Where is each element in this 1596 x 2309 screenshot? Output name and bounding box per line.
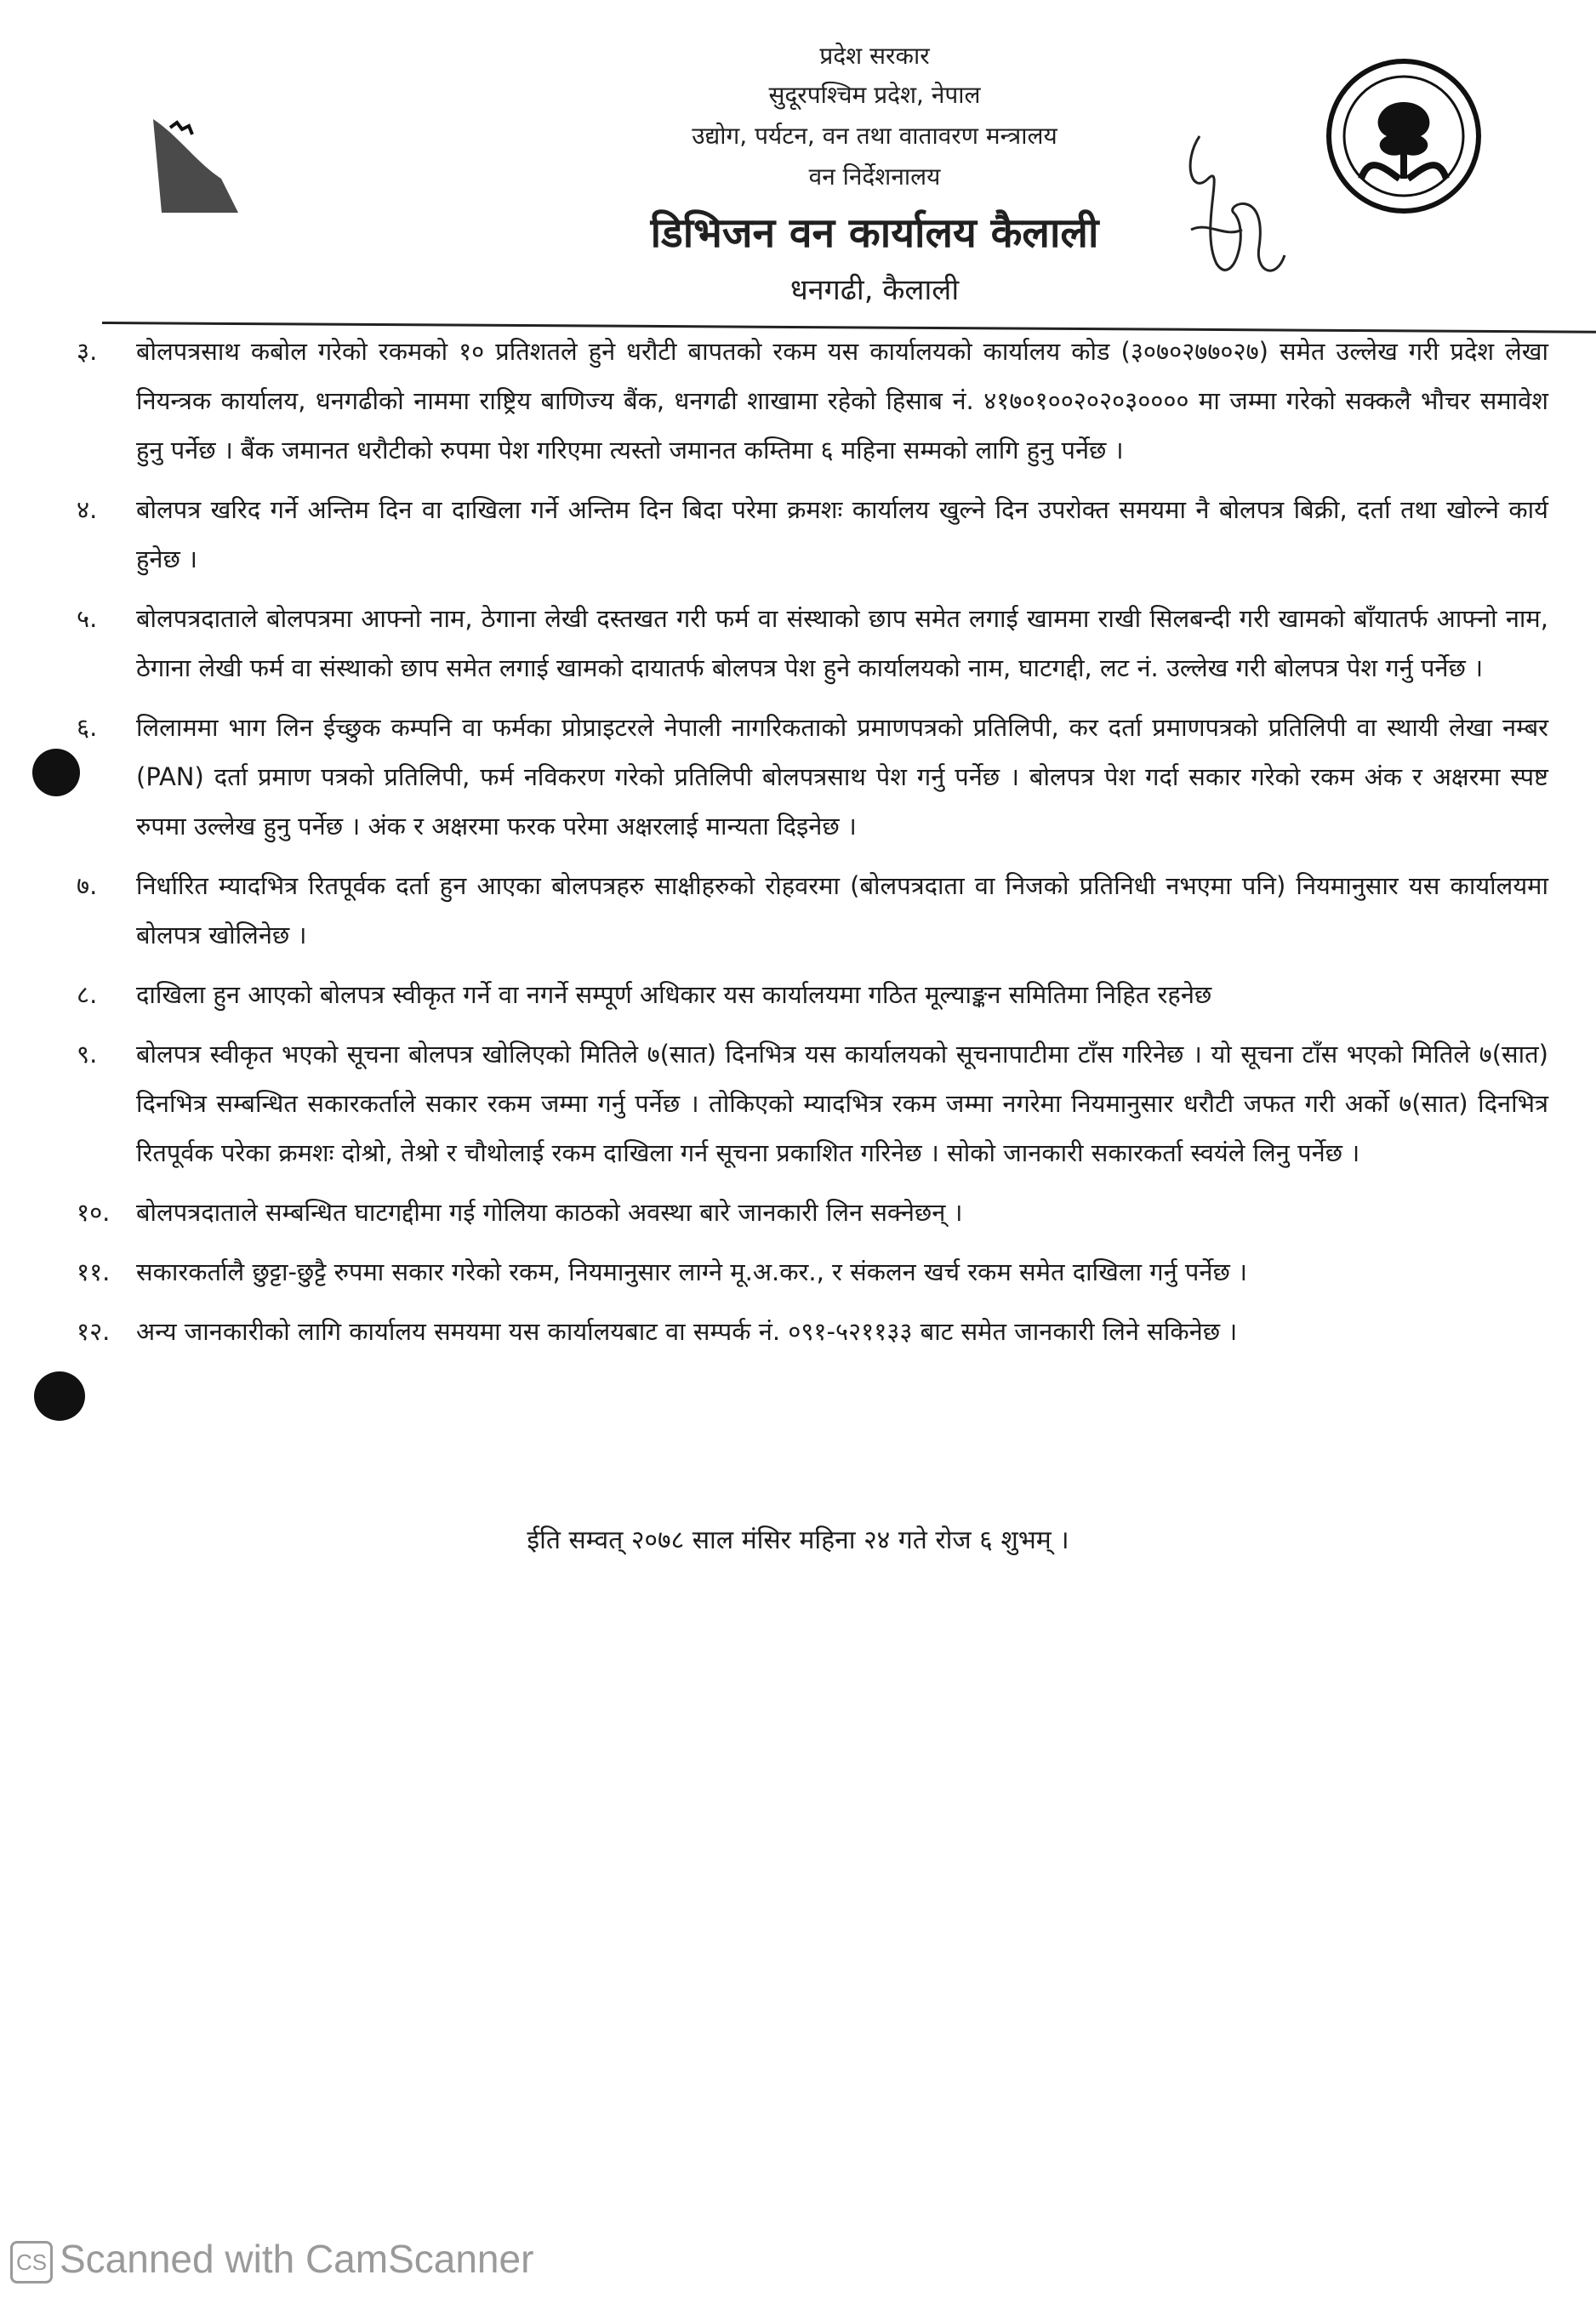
condition-item (77, 1247, 1548, 1297)
condition-item (77, 970, 1548, 1019)
condition-text: अन्य जानकारीको लागि कार्यालय समयमा यस कार्यालयबाट वा सम्पर्क नं. ०९१-५२११३३ बाट समेत जानकारी लिने सकिनेछ । (136, 1317, 1238, 1346)
condition-number: ११. (77, 1257, 111, 1286)
condition-item (77, 1307, 1548, 1356)
condition-text: सकारकर्तालै छुट्टा-छुट्टै रुपमा सकार गरेको रकम, नियमानुसार लाग्ने मू.अ.कर., र संकलन खर्च रकम समेत दाखिला गर्नु पर्नेछ । (136, 1257, 1247, 1286)
condition-number: ७. (77, 871, 98, 900)
condition-text: बोलपत्र खरिद गर्ने अन्तिम दिन वा दाखिला गर्ने अन्तिम दिन बिदा परेमा क्रमशः कार्यालय खुल्ने दिन उपरोक्त समयमा नै बोलपत्र बिक्री, दर्ता तथा खोल्ने कार्य हुनेछ । (136, 495, 1548, 573)
condition-number: ३. (77, 337, 98, 366)
watermark-text: Scanned with CamScanner (60, 2237, 534, 2281)
condition-item (77, 485, 1548, 584)
condition-number: ६. (77, 713, 98, 742)
condition-item (77, 1188, 1548, 1237)
condition-number: १२. (77, 1317, 111, 1346)
condition-item (77, 861, 1548, 960)
header-line-4: वन निर्देशनालय (808, 162, 941, 191)
header-line-2: सुदूरपश्चिम प्रदेश, नेपाल (768, 81, 981, 109)
forest-office-seal (1319, 51, 1489, 221)
condition-text: बोलपत्र स्वीकृत भएको सूचना बोलपत्र खोलिएको मितिले ७(सात) दिनभित्र यस कार्यालयको सूचनापाटीमा टाँस गरिनेछ । यो सूचना टाँस भएको मितिले ७(सात) दिनभित्र सम्बन्धित सकारकर्ताले सकार रकम जम्मा गर्नु पर्नेछ । तोकिएको म्यादभित्र रकम जम्मा नगरेमा नियमानुसार धरौटी जफत गरी अर्को ७(सात) दिनभित्र रितपूर्वक परेका क्रमशः दोश्रो, तेश्रो र चौथोलाई रकम दाखिला गर्न सूचना प्रकाशित गरिनेछ । सोको जानकारी सकारकर्ता स्वयंले लिनु पर्नेछ । (136, 1040, 1548, 1167)
condition-text: बोलपत्रदाताले बोलपत्रमा आफ्नो नाम, ठेगाना लेखी दस्तखत गरी फर्म वा संस्थाको छाप समेत लगाई खाममा राखी सिलबन्दी गरी खामको बाँयातर्फ आफ्नो नाम, ठेगाना लेखी फर्म वा संस्थाको छाप समेत लगाई खामको दायातर्फ बोलपत्र पेश हुने कार्यालयको नाम, घाटगद्दी, लट नं. उल्लेख गरी बोलपत्र पेश गर्नु पर्नेछ । (136, 604, 1548, 682)
condition-text: निर्धारित म्यादभित्र रितपूर्वक दर्ता हुन आएका बोलपत्रहरु साक्षीहरुको रोहवरमा (बोलपत्रदाता वा निजको प्रतिनिधी नभएमा पनि) नियमानुसार यस कार्यालयमा बोलपत्र खोलिनेछ । (136, 871, 1548, 949)
condition-item (77, 1029, 1548, 1177)
punch-hole-mark (32, 749, 80, 796)
office-title: डिभिजन वन कार्यालय कैलाली (650, 209, 1099, 257)
camscanner-logo-icon: CS (10, 2241, 53, 2283)
signature (1174, 128, 1293, 298)
scanner-watermark (10, 2236, 533, 2283)
header-line-3: उद्योग, पर्यटन, वन तथा वातावरण मन्त्रालय (692, 122, 1057, 150)
condition-number: ४. (77, 495, 98, 524)
conditions-list (77, 327, 1548, 1366)
office-location: धनगढी, कैलाली (789, 273, 960, 307)
condition-text: बोलपत्रसाथ कबोल गरेको रकमको १० प्रतिशतले हुने धरौटी बापतको रकम यस कार्यालयको कार्यालय कोड (३०७०२७७०२७) समेत उल्लेख गरी प्रदेश लेखा नियन्त्रक कार्यालय, धनगढीको नाममा राष्ट्रिय बाणिज्य बैंक, धनगढी शाखामा रहेको हिसाब नं. ४१७०१००२०२०३०००० मा जम्मा गरेको सक्कलै भौचर समावेश हुनु पर्नेछ । बैंक जमानत धरौटीको रुपमा पेश गरिएमा त्यस्तो जमानत कम्तिमा ६ महिना सम्मको लागि हुनु पर्नेछ । (136, 337, 1549, 465)
condition-text: दाखिला हुन आएको बोलपत्र स्वीकृत गर्ने वा नगर्ने सम्पूर्ण अधिकार यस कार्यालयमा गठित मूल्याङ्कन समितिमा निहित रहनेछ (136, 980, 1212, 1009)
condition-text: बोलपत्रदाताले सम्बन्धित घाटगद्दीमा गई गोलिया काठको अवस्था बारे जानकारी लिन सक्नेछन् । (136, 1198, 963, 1227)
header-line-1: प्रदेश सरकार (819, 42, 930, 70)
condition-item (77, 703, 1548, 851)
condition-text: लिलाममा भाग लिन ईच्छुक कम्पनि वा फर्मका प्रोप्राइटरले नेपाली नागरिकताको प्रमाणपत्रको प्रतिलिपी, कर दर्ता प्रमाणपत्रको प्रतिलिपी वा स्थायी लेखा नम्बर (PAN) दर्ता प्रमाण पत्रको प्रतिलिपी, फर्म नविकरण गरेको प्रतिलिपी बोलपत्रसाथ पेश गर्नु पर्नेछ । बोलपत्र पेश गर्दा सकार गरेको रकम अंक र अक्षरमा स्पष्ट रुपमा उल्लेख हुनु पर्नेछ । अंक र अक्षरमा फरक परेमा अक्षरलाई मान्यता दिइनेछ । (136, 713, 1548, 841)
condition-number: ९. (77, 1040, 98, 1069)
condition-number: ५. (77, 604, 98, 633)
punch-hole-mark (34, 1371, 85, 1421)
condition-number: १०. (77, 1198, 111, 1227)
closing-date-line: ईति सम्वत् २०७८ साल मंसिर महिना २४ गते रोज ६ शुभम् । (527, 1525, 1069, 1555)
condition-item (77, 327, 1548, 475)
condition-number: ८. (77, 980, 98, 1009)
condition-item (77, 594, 1548, 693)
